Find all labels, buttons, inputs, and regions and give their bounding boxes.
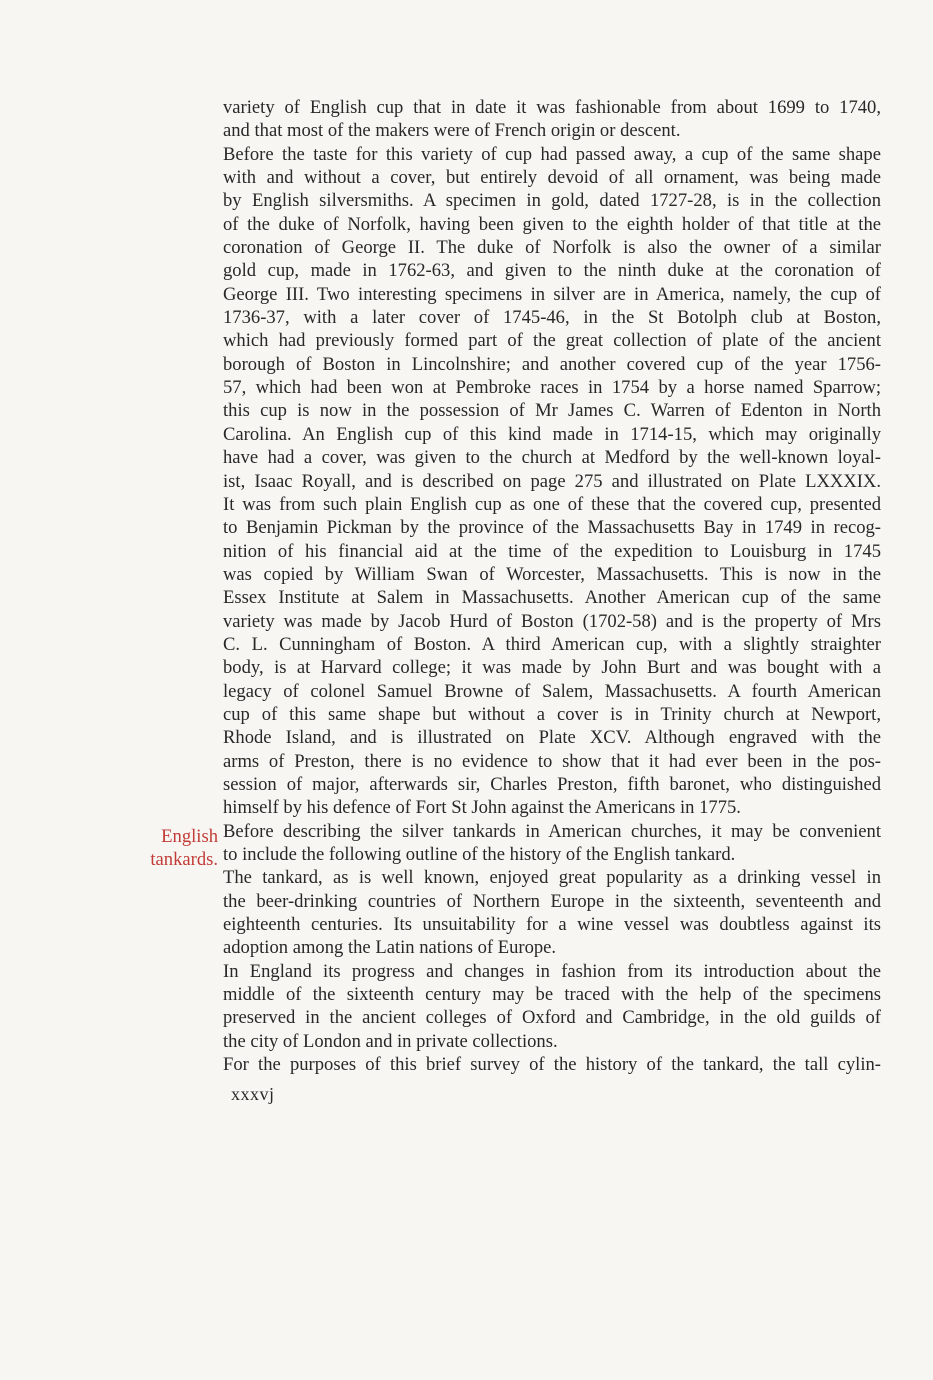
text-line: In England its progress and changes in fashion from its introduction about the	[223, 960, 881, 982]
margin-note-line: English	[161, 826, 218, 847]
text-line: The tankard, as is well known, enjoyed great popularity as a drinking vessel in	[223, 867, 881, 889]
text-line: It was from such plain English cup as one of these that the covered cup, presented	[223, 493, 881, 515]
text-line: variety of English cup that in date it was fashionable from about 1699 to 1740,	[223, 97, 881, 118]
text-line: which had previously formed part of the great collection of plate of the ancient	[223, 330, 881, 352]
text-line: of the duke of Norfolk, having been given to the eighth holder of that title at the	[223, 213, 881, 235]
text-line: this cup is now in the possession of Mr James C. Warren of Edenton in North	[223, 400, 881, 422]
text-line: Essex Institute at Salem in Massachusetts. Another American cup of the same	[223, 587, 881, 609]
text-line: George III. Two interesting specimens in silver are in America, namely, the cup of	[223, 283, 881, 305]
text-line: coronation of George II. The duke of Norfolk is also the owner of a similar	[223, 237, 881, 259]
margin-note-line: tankards.	[150, 849, 218, 871]
text-line: legacy of colonel Samuel Browne of Salem, Massachusetts. A fourth American	[223, 680, 881, 702]
margin-note	[118, 825, 218, 872]
text-line: 57, which had been won at Pembroke races in 1754 by a horse named Sparrow;	[223, 377, 881, 399]
text-line: preserved in the ancient colleges of Oxford and Cambridge, in the old guilds of	[223, 1007, 881, 1029]
text-line: arms of Preston, there is no evidence to show that it had ever been in the pos-	[223, 750, 881, 772]
text-line: have had a cover, was given to the church at Medford by the well-known loyal-	[223, 447, 881, 469]
text-line: variety was made by Jacob Hurd of Boston (1702-58) and is the property of Mrs	[223, 610, 881, 632]
text-line: the city of London and in private collections.	[223, 1030, 558, 1052]
text-line: Before describing the silver tankards in American churches, it may be convenient	[223, 820, 881, 842]
text-line: with and without a cover, but entirely devoid of all ornament, was being made	[223, 167, 881, 189]
text-line: and that most of the makers were of French origin or descent.	[223, 120, 681, 142]
text-line: C. L. Cunningham of Boston. A third American cup, with a slightly straighter	[223, 633, 881, 655]
text-line: was copied by William Swan of Worcester, Massachusetts. This is now in the	[223, 563, 881, 585]
text-line: by English silversmiths. A specimen in gold, dated 1727-28, is in the collection	[223, 190, 881, 212]
text-line: cup of this same shape but without a cover is in Trinity church at Newport,	[223, 703, 881, 725]
text-line: to Benjamin Pickman by the province of the Massachusetts Bay in 1749 in recog-	[223, 517, 881, 539]
text-line: adoption among the Latin nations of Europe.	[223, 937, 557, 959]
text-line: 1736-37, with a later cover of 1745-46, in the St Botolph club at Boston,	[223, 307, 881, 329]
page-number: xxxvj	[231, 1084, 275, 1104]
body-text	[223, 96, 881, 1076]
text-line: middle of the sixteenth century may be traced with the help of the specimens	[223, 984, 881, 1006]
text-line: borough of Boston in Lincolnshire; and another covered cup of the year 1756-	[223, 353, 881, 375]
text-line: Rhode Island, and is illustrated on Plate XCV. Although engraved with the	[223, 727, 881, 749]
text-line: ist, Isaac Royall, and is described on page 275 and illustrated on Plate LXXXIX.	[223, 470, 881, 492]
text-line: Carolina. An English cup of this kind made in 1714-15, which may originally	[223, 423, 881, 445]
text-line: the beer-drinking countries of Northern Europe in the sixteenth, seventeenth and	[223, 890, 881, 912]
text-line: to include the following outline of the history of the English tankard.	[223, 844, 736, 865]
text-line: session of major, afterwards sir, Charles Preston, fifth baronet, who distinguished	[223, 773, 881, 795]
text-line: himself by his defence of Fort St John against the Americans in 1775.	[223, 797, 741, 819]
text-line: body, is at Harvard college; it was made by John Burt and was bought with a	[223, 657, 881, 679]
text-line: For the purposes of this brief survey of the history of the tankard, the tall cylin-	[223, 1054, 881, 1076]
text-line: Before the taste for this variety of cup had passed away, a cup of the same shape	[223, 143, 881, 165]
text-line: gold cup, made in 1762-63, and given to the ninth duke at the coronation of	[223, 260, 881, 282]
text-line: nition of his financial aid at the time of the expedition to Louisburg in 1745	[223, 540, 881, 562]
text-line: eighteenth centuries. Its unsuitability for a wine vessel was doubtless against its	[223, 914, 881, 936]
